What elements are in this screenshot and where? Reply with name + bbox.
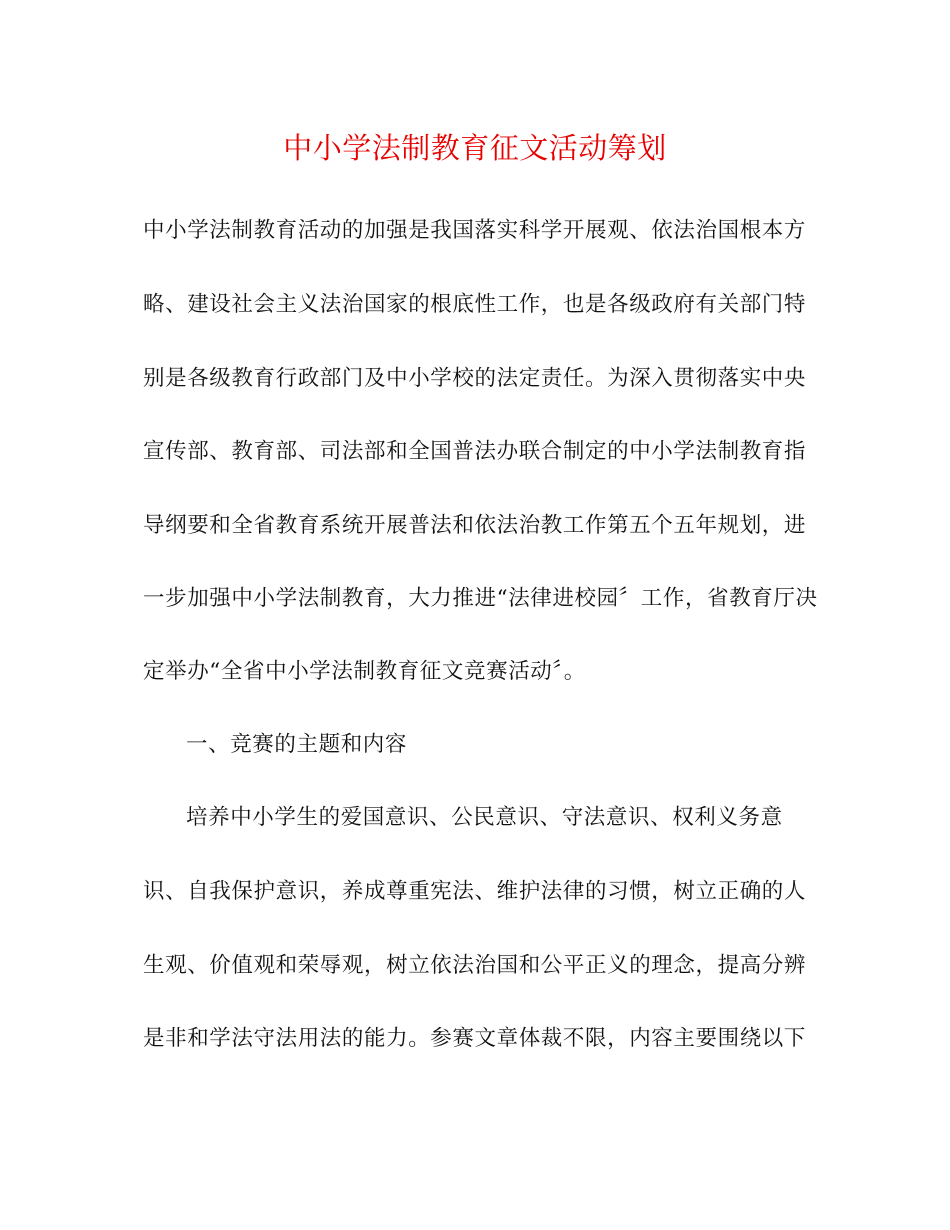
paragraph-line: 导纲要和全省教育系统开展普法和依法治教工作第五个五年规划，进 (143, 513, 807, 538)
paragraph-line: 定举办“全省中小学法制教育征文竞赛活动〞。 (143, 659, 586, 684)
paragraph-line: 是非和学法守法用法的能力。参赛文章体裁不限，内容主要围绕以下 (143, 1026, 807, 1051)
paragraph-line: 别是各级教育行政部门及中小学校的法定责任。为深入贯彻落实中央 (143, 366, 807, 391)
paragraph-line: 中小学法制教育活动的加强是我国落实科学开展观、依法治国根本方 (143, 218, 807, 243)
section-heading: 一、竞赛的主题和内容 (186, 732, 408, 757)
document-title: 中小学法制教育征文活动筹划 (283, 131, 667, 165)
paragraph-line: 一步加强中小学法制教育，大力推进“法律进校园〞工作，省教育厅决 (143, 586, 818, 611)
paragraph-line: 生观、价值观和荣辱观，树立依法治国和公平正义的理念，提高分辨 (143, 953, 807, 978)
paragraph-line: 识、自我保护意识，养成尊重宪法、维护法律的习惯，树立正确的人 (143, 879, 807, 904)
paragraph-line: 培养中小学生的爱国意识、公民意识、守法意识、权利义务意 (186, 805, 783, 830)
paragraph-line: 宣传部、教育部、司法部和全国普法办联合制定的中小学法制教育指 (143, 439, 807, 464)
paragraph-line: 略、建设社会主义法治国家的根底性工作，也是各级政府有关部门特 (143, 292, 807, 317)
